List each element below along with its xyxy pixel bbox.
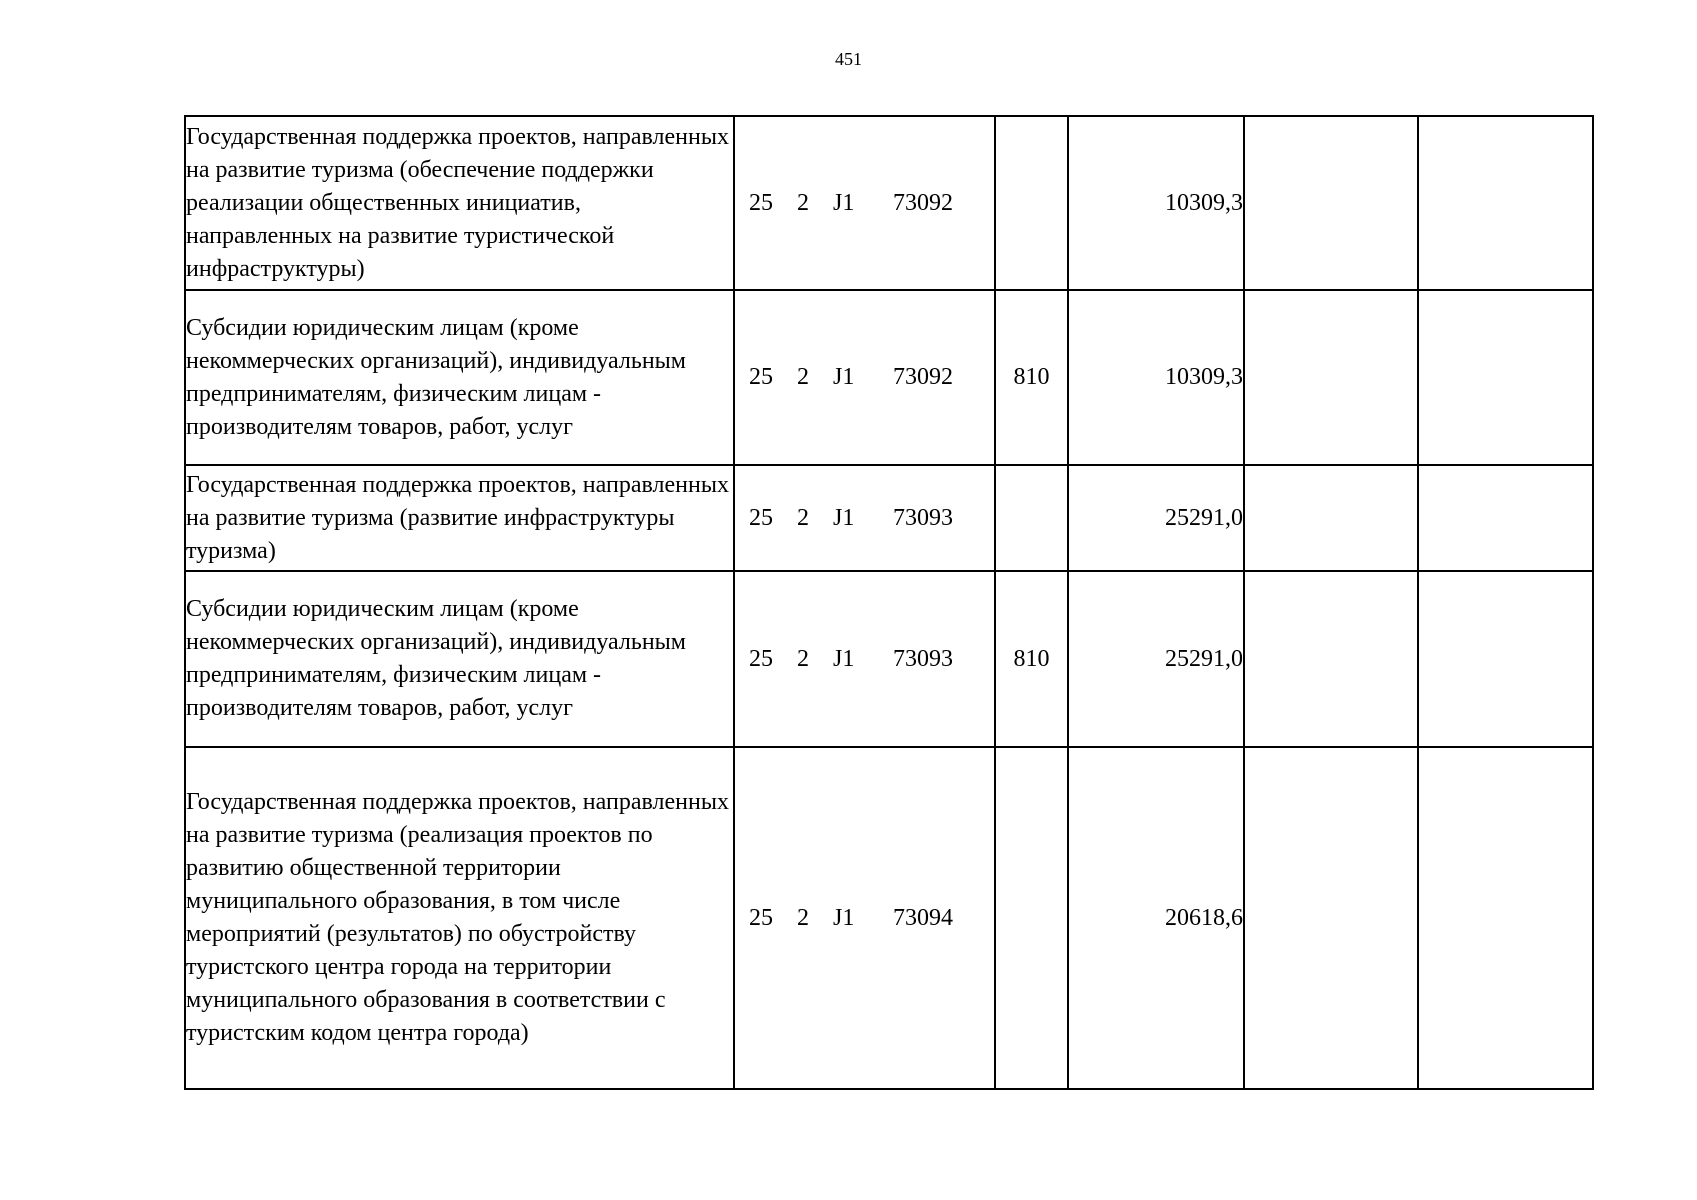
code-segment: J1	[833, 504, 855, 531]
code-segment: 2	[797, 364, 809, 390]
code-segment: 73094	[893, 904, 953, 931]
table-row	[185, 290, 1593, 465]
table-row	[185, 747, 1593, 1089]
budget-code-cell	[734, 747, 995, 1089]
code-segment: 25	[749, 504, 773, 531]
amount-cell: 10309,3	[1068, 116, 1244, 290]
budget-code-cell	[734, 571, 995, 747]
code-segment: 2	[797, 504, 809, 531]
code-segment: 25	[749, 904, 773, 931]
empty-cell	[1418, 116, 1593, 290]
code-segment: J1	[833, 189, 855, 216]
row-description: Государственная поддержка проектов, направленных на развитие туризма (обеспечение поддержки реализации общественных инициатив, направленных на развитие туристической инфраструктуры)	[185, 116, 734, 290]
code-segment: 25	[749, 189, 773, 216]
expense-type-cell: 810	[995, 571, 1068, 747]
table-row	[185, 465, 1593, 571]
page-number: 451	[835, 49, 862, 69]
expense-type-cell	[995, 747, 1068, 1089]
amount-cell: 25291,0	[1068, 465, 1244, 571]
amount-cell: 25291,0	[1068, 571, 1244, 747]
budget-code-cell	[734, 290, 995, 465]
row-description: Субсидии юридическим лицам (кроме некоммерческих организаций), индивидуальным предпринимателям, физическим лицам - производителям товаров, работ, услуг	[185, 290, 734, 465]
code-segment: J1	[833, 904, 855, 931]
empty-cell	[1418, 747, 1593, 1089]
code-segment: 2	[797, 189, 809, 216]
code-segment: 2	[797, 645, 809, 672]
budget-code-cell	[734, 465, 995, 571]
code-segment: 2	[797, 904, 809, 931]
amount-cell: 10309,3	[1068, 290, 1244, 465]
code-segment: 25	[749, 364, 773, 390]
row-description: Государственная поддержка проектов, направленных на развитие туризма (развитие инфраструктуры туризма)	[185, 465, 734, 571]
empty-cell	[1244, 571, 1418, 747]
code-segment: 73093	[893, 504, 953, 531]
budget-table	[184, 115, 1594, 1090]
empty-cell	[1244, 747, 1418, 1089]
code-segment: J1	[833, 645, 855, 672]
empty-cell	[1418, 465, 1593, 571]
empty-cell	[1244, 465, 1418, 571]
budget-code-cell	[734, 116, 995, 290]
empty-cell	[1418, 290, 1593, 465]
expense-type-cell	[995, 116, 1068, 290]
table-row	[185, 116, 1593, 290]
empty-cell	[1418, 571, 1593, 747]
expense-type-cell: 810	[995, 290, 1068, 465]
code-segment: J1	[833, 364, 855, 390]
code-segment: 73092	[893, 364, 953, 390]
code-segment: 25	[749, 645, 773, 672]
table-row	[185, 571, 1593, 747]
expense-type-cell	[995, 465, 1068, 571]
code-segment: 73093	[893, 645, 953, 672]
row-description: Субсидии юридическим лицам (кроме некоммерческих организаций), индивидуальным предпринимателям, физическим лицам - производителям товаров, работ, услуг	[185, 571, 734, 747]
empty-cell	[1244, 116, 1418, 290]
amount-cell: 20618,6	[1068, 747, 1244, 1089]
code-segment: 73092	[893, 189, 953, 216]
empty-cell	[1244, 290, 1418, 465]
row-description: Государственная поддержка проектов, направленных на развитие туризма (реализация проектов по развитию общественной территории муниципального образования, в том числе мероприятий (результатов) по обустройству туристского центра города на территории муниципального образования в соответствии с туристским кодом центра города)	[185, 747, 734, 1089]
